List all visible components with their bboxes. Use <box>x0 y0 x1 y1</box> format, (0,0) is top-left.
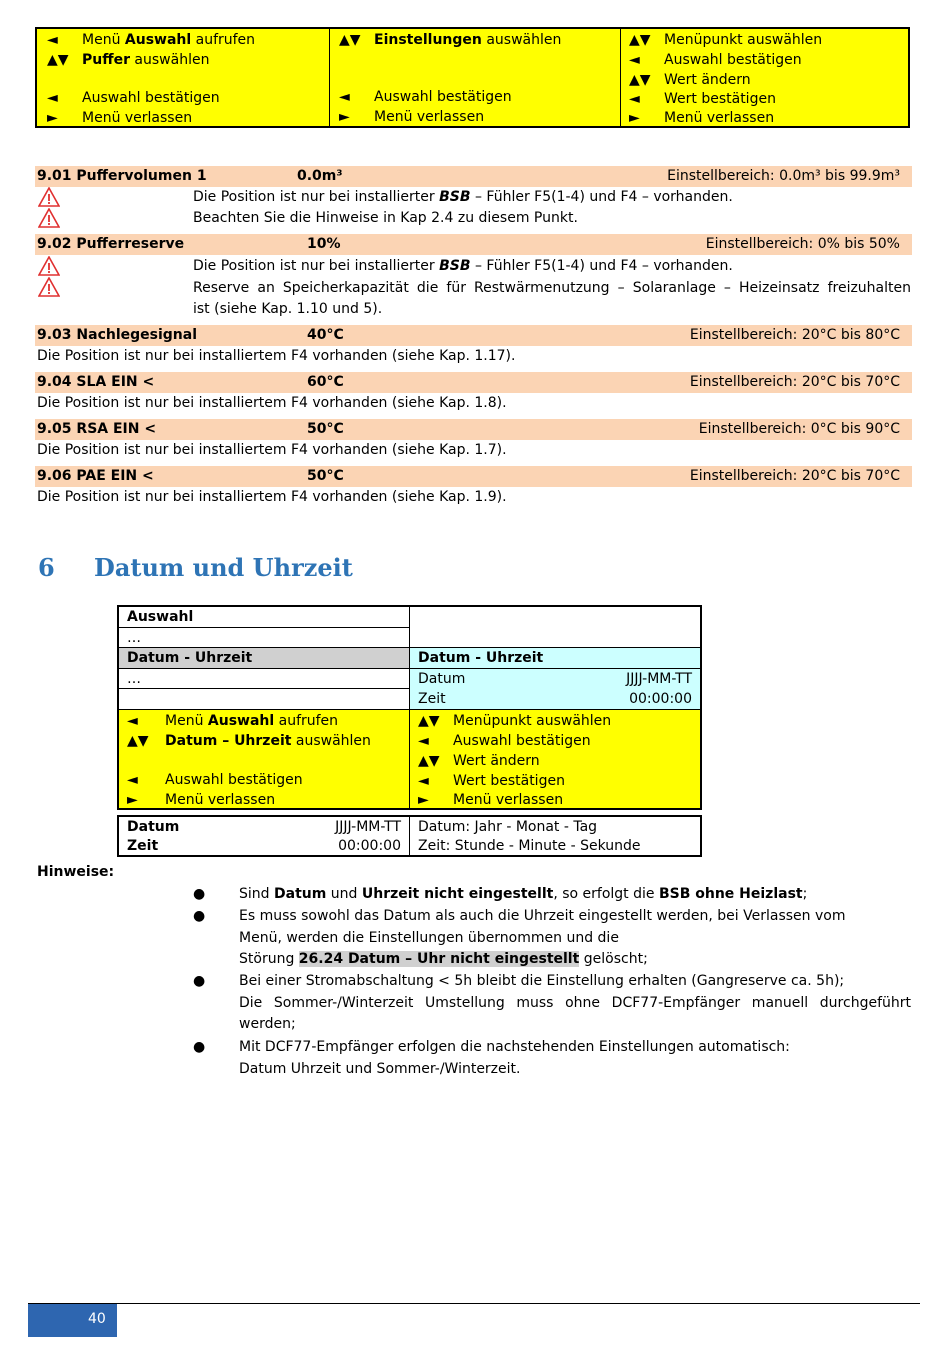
footer-rule <box>28 1303 920 1304</box>
empty-cell <box>119 689 410 710</box>
arrow-right-icon: ► <box>47 110 58 126</box>
datum-value: JJJJ-MM-TT <box>626 671 692 687</box>
param-note: Die Position ist nur bei installiertem F4 vorhanden (siehe Kap. 1.17). <box>37 348 516 364</box>
menu-instructions-table <box>35 27 910 128</box>
param-note: Die Position ist nur bei installiertem F4 vorhanden (siehe Kap. 1.7). <box>37 442 507 458</box>
arrow-right-icon: ► <box>127 792 138 808</box>
param-range: Einstellbereich: 0.0m³ bis 99.9m³ <box>667 168 900 184</box>
param-range: Einstellbereich: 20°C bis 70°C <box>689 374 900 390</box>
warning-icon <box>38 256 60 276</box>
arrow-left-icon: ◄ <box>418 733 429 749</box>
param-value: 60°C <box>307 374 344 390</box>
format-values <box>119 817 410 855</box>
param-header-9-01 <box>35 166 912 187</box>
arrow-left-icon: ◄ <box>47 90 58 106</box>
format-table <box>117 815 702 857</box>
param-value: 10% <box>307 236 341 252</box>
param-value: 40°C <box>307 327 344 343</box>
hinweise-label: Hinweise: <box>37 864 115 880</box>
arrow-right-icon: ► <box>629 110 640 126</box>
zeit-description: Zeit: Stunde - Minute - Sekunde <box>418 838 641 854</box>
param-value: 50°C <box>307 421 344 437</box>
ellipsis-cell: … <box>119 669 410 689</box>
param-range: Einstellbereich: 20°C bis 80°C <box>689 327 900 343</box>
note-item: Mit DCF77-Empfänger erfolgen die nachstehenden Einstellungen automatisch: Datum Uhrzeit und Sommer-/Winterzeit. <box>239 1039 790 1077</box>
datum-value: JJJJ-MM-TT <box>335 819 401 835</box>
zeit-label: Zeit <box>127 838 159 854</box>
format-descriptions <box>410 817 700 855</box>
param-note: Die Position ist nur bei installierter BSB – Fühler F5(1-4) und F4 – vorhanden. <box>193 258 733 274</box>
bullet-icon: ● <box>193 908 206 924</box>
param-value: 50°C <box>307 468 344 484</box>
arrow-left-icon: ◄ <box>629 91 640 107</box>
bsb-term: BSB <box>439 189 471 205</box>
instructions-col-auswahl: ◄ Menü Auswahl aufrufen ▲▼ Puffer auswählen ◄ Auswahl bestätigen ► Menü verlassen <box>47 32 256 126</box>
param-range: Einstellbereich: 20°C bis 70°C <box>689 468 900 484</box>
datum-zeit-values <box>410 669 700 710</box>
auswahl-cell: Auswahl <box>119 607 410 628</box>
arrow-left-icon: ◄ <box>339 89 350 105</box>
param-note: Die Position ist nur bei installierter BSB – Fühler F5(1-4) und F4 – vorhanden. <box>193 189 733 205</box>
arrow-updown-icon: ▲▼ <box>629 72 651 88</box>
note-item: Es muss sowohl das Datum als auch die Uhrzeit eingestellt werden, bei Verlassen vom Menü, werden die Einstellungen übernommen und die Störung 26.24 Datum – Uhr nicht eingestellt gelöscht; <box>239 908 846 967</box>
left-header-cell: Datum - Uhrzeit <box>119 648 410 669</box>
warning-icon <box>38 277 60 297</box>
param-range: Einstellbereich: 0% bis 50% <box>705 236 900 252</box>
zeit-label: Zeit <box>418 691 446 707</box>
arrow-updown-icon: ▲▼ <box>127 733 149 749</box>
arrow-updown-icon: ▲▼ <box>339 32 361 48</box>
arrow-left-icon: ◄ <box>127 713 138 729</box>
ellipsis-cell: … <box>119 628 410 648</box>
param-name: 9.02 Pufferreserve <box>37 236 185 252</box>
error-code-highlight: 26.24 Datum – Uhr nicht eingestellt <box>298 951 580 967</box>
bullet-icon: ● <box>193 1039 206 1055</box>
param-note: Reserve an Speicherkapazität die für Restwärmenutzung – Solaranlage – Heizeinsatz freizuhalten <box>193 280 911 296</box>
instructions-col-menuepunkt: ▲▼ Menüpunkt auswählen ◄ Auswahl bestätigen ▲▼ Wert ändern ◄ Wert bestätigen ► Menü verlassen <box>620 29 908 126</box>
warning-icon <box>38 187 60 207</box>
arrow-left-icon: ◄ <box>127 772 138 788</box>
arrow-right-icon: ► <box>418 792 429 808</box>
arrow-updown-icon: ▲▼ <box>418 753 440 769</box>
arrow-left-icon: ◄ <box>47 32 58 48</box>
section-number: 6 <box>38 553 55 582</box>
param-header-9-05 <box>35 419 912 440</box>
section-title: Datum und Uhrzeit <box>94 553 353 582</box>
param-header-9-06 <box>35 466 912 487</box>
param-header-9-04 <box>35 372 912 393</box>
datum-label: Datum <box>127 819 180 835</box>
right-header-cell: Datum - Uhrzeit <box>410 648 700 669</box>
note-item: Sind Datum und Uhrzeit nicht eingestellt, so erfolgt die BSB ohne Heizlast; <box>239 886 808 902</box>
param-header-9-02 <box>35 234 912 255</box>
bullet-icon: ● <box>193 973 206 989</box>
note-item: Bei einer Stromabschaltung < 5h bleibt die Einstellung erhalten (Gangreserve ca. 5h); Die Sommer-/Winterzeit Umstellung muss ohne DCF77-Empfänger manuell durchgeführt werden; <box>239 973 911 1032</box>
param-name: 9.03 Nachlegesignal <box>37 327 198 343</box>
datum-menu-table <box>117 605 702 810</box>
param-value: 0.0m³ <box>297 168 343 184</box>
instructions-col-einstellungen: ▲▼ Einstellungen auswählen ◄ Auswahl bestätigen ► Menü verlassen <box>329 29 620 126</box>
zeit-value: 00:00:00 <box>629 691 692 707</box>
param-name: 9.05 RSA EIN < <box>37 421 157 437</box>
param-name: 9.01 Puffervolumen 1 <box>37 168 207 184</box>
param-note: ist (siehe Kap. 1.10 und 5). <box>193 301 383 317</box>
bsb-term: BSB <box>439 258 471 274</box>
param-name: 9.04 SLA EIN < <box>37 374 155 390</box>
arrow-updown-icon: ▲▼ <box>47 52 69 68</box>
arrow-updown-icon: ▲▼ <box>629 32 651 48</box>
datum-label: Datum <box>418 671 466 687</box>
arrow-updown-icon: ▲▼ <box>418 713 440 729</box>
param-note: Beachten Sie die Hinweise in Kap 2.4 zu diesem Punkt. <box>193 210 578 226</box>
param-header-9-03 <box>35 325 912 346</box>
empty-cell <box>410 607 700 648</box>
left-instructions: ◄ Menü Auswahl aufrufen ▲▼ Datum – Uhrzeit auswählen ◄ Auswahl bestätigen ► Menü verlassen <box>119 710 410 808</box>
param-note: Die Position ist nur bei installiertem F4 vorhanden (siehe Kap. 1.8). <box>37 395 507 411</box>
param-name: 9.06 PAE EIN < <box>37 468 154 484</box>
bullet-icon: ● <box>193 886 206 902</box>
zeit-value: 00:00:00 <box>338 838 401 854</box>
right-instructions: ▲▼ Menüpunkt auswählen ◄ Auswahl bestätigen ▲▼ Wert ändern ◄ Wert bestätigen ► Menü verlassen <box>410 710 700 808</box>
datum-description: Datum: Jahr - Monat - Tag <box>418 819 598 835</box>
arrow-left-icon: ◄ <box>418 773 429 789</box>
warning-icon <box>38 208 60 228</box>
arrow-right-icon: ► <box>339 109 350 125</box>
arrow-left-icon: ◄ <box>629 52 640 68</box>
param-note: Die Position ist nur bei installiertem F4 vorhanden (siehe Kap. 1.9). <box>37 489 507 505</box>
param-range: Einstellbereich: 0°C bis 90°C <box>698 421 900 437</box>
